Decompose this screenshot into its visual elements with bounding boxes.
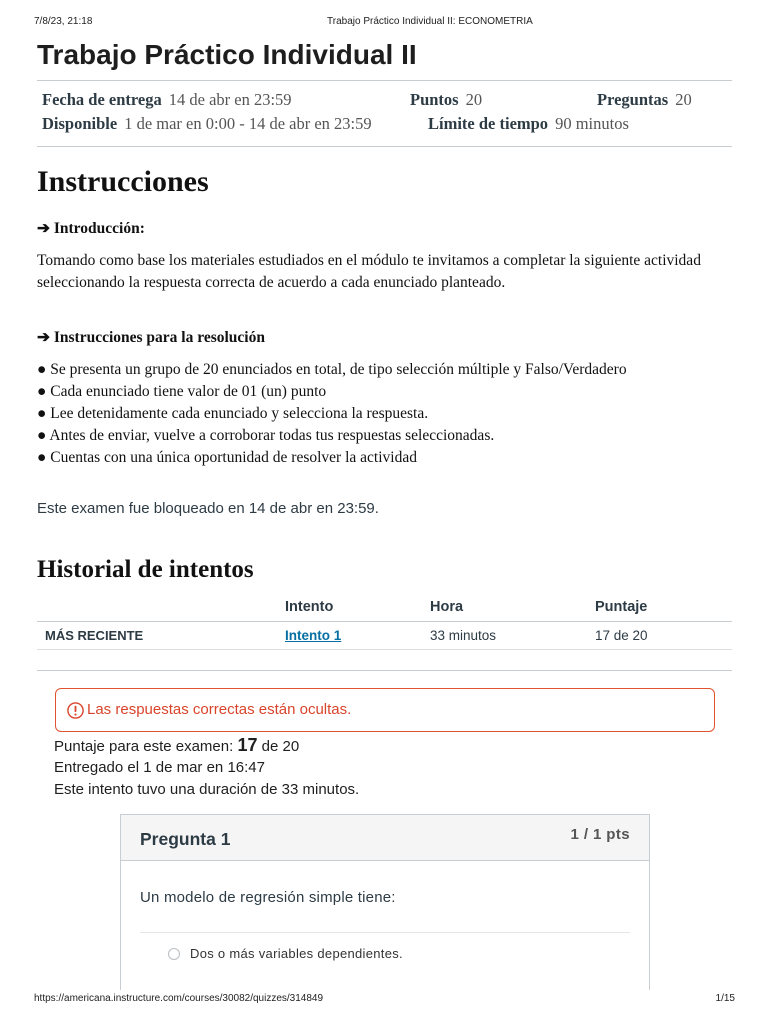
print-datetime: 7/8/23, 21:18: [34, 16, 93, 27]
divider: [37, 80, 732, 81]
question-count-value: 20: [675, 90, 692, 109]
question-title: Pregunta 1: [140, 829, 231, 849]
availability-value: 1 de mar en 0:00 - 14 de abr en 23:59: [124, 114, 372, 133]
row-label-most-recent: MÁS RECIENTE: [37, 621, 277, 649]
table-header-empty: [37, 593, 277, 621]
score-cell: 17 de 20: [587, 621, 732, 649]
table-header-time: Hora: [422, 593, 587, 621]
intro-heading: ➔ Introducción:: [37, 220, 145, 237]
availability-label: Disponible: [42, 114, 118, 133]
submitted-line: Entregado el 1 de mar en 16:47: [54, 759, 265, 776]
list-item: ● Se presenta un grupo de 20 enunciados en total, de tipo selección múltiple y Falso/Verdadero: [37, 361, 627, 378]
question-points: 1 / 1 pts: [570, 826, 630, 843]
print-document-title: Trabajo Práctico Individual II: ECONOMETRIA: [327, 16, 533, 27]
list-item: ● Cada enunciado tiene valor de 01 (un) punto: [37, 383, 327, 400]
print-url: https://americana.instructure.com/courses/30082/quizzes/314849: [34, 993, 324, 1004]
duration-line: Este intento tuvo una duración de 33 minutos.: [54, 781, 360, 798]
question-count: [597, 90, 692, 110]
attempt-history-table: [37, 593, 732, 650]
question-header: [121, 815, 649, 861]
points: [410, 90, 482, 110]
warning-icon: [67, 702, 84, 719]
question-card: [120, 814, 650, 990]
table-row: [37, 621, 732, 649]
score-line: [54, 734, 299, 758]
availability: [42, 114, 372, 134]
divider: [37, 146, 732, 147]
time-limit: [428, 114, 629, 134]
table-header-row: [37, 593, 732, 621]
list-item: ● Cuentas con una única oportunidad de resolver la actividad: [37, 449, 417, 466]
points-label: Puntos: [410, 90, 459, 109]
alert-text: Las respuestas correctas están ocultas.: [87, 701, 352, 718]
points-value: 20: [465, 90, 483, 109]
attempt-cell: [277, 621, 422, 649]
due-date-label: Fecha de entrega: [42, 90, 162, 109]
hidden-answers-alert: [55, 688, 715, 732]
locked-notice: Este examen fue bloqueado en 14 de abr en 23:59.: [37, 500, 379, 517]
list-item: ● Antes de enviar, vuelve a corroborar todas tus respuestas seleccionadas.: [37, 427, 495, 444]
instructions-heading: Instrucciones: [37, 165, 209, 198]
divider: [140, 932, 630, 933]
resolution-heading: ➔ Instrucciones para la resolución: [37, 329, 265, 346]
intro-paragraph: Tomando como base los materiales estudiados en el módulo te invitamos a completar la siguiente actividad seleccionando la respuesta correcta de acuerdo a cada enunciado planteado.: [37, 252, 701, 291]
print-page-number: 1/15: [715, 993, 735, 1004]
due-date: [42, 90, 292, 110]
table-header-attempt: Intento: [277, 593, 422, 621]
time-limit-label: Límite de tiempo: [428, 114, 549, 133]
due-date-value: 14 de abr en 23:59: [168, 90, 292, 109]
answer-text: Dos o más variables dependientes.: [190, 946, 403, 961]
score-label: Puntaje para este examen:: [54, 738, 234, 755]
history-heading: Historial de intentos: [37, 556, 254, 583]
list-item: ● Lee detenidamente cada enunciado y selecciona la respuesta.: [37, 405, 429, 422]
time-limit-value: 90 minutos: [555, 114, 629, 133]
divider: [37, 670, 732, 671]
question-text: Un modelo de regresión simple tiene:: [140, 889, 396, 906]
score-value: 17: [237, 735, 258, 755]
question-count-label: Preguntas: [597, 90, 669, 109]
time-cell: 33 minutos: [422, 621, 587, 649]
table-header-score: Puntaje: [587, 593, 732, 621]
answer-radio: [168, 948, 180, 960]
instruction-bullet-list: [37, 359, 627, 469]
score-total: de 20: [261, 738, 300, 755]
page-title: Trabajo Práctico Individual II: [37, 39, 417, 70]
attempt-link[interactable]: Intento 1: [285, 627, 342, 643]
